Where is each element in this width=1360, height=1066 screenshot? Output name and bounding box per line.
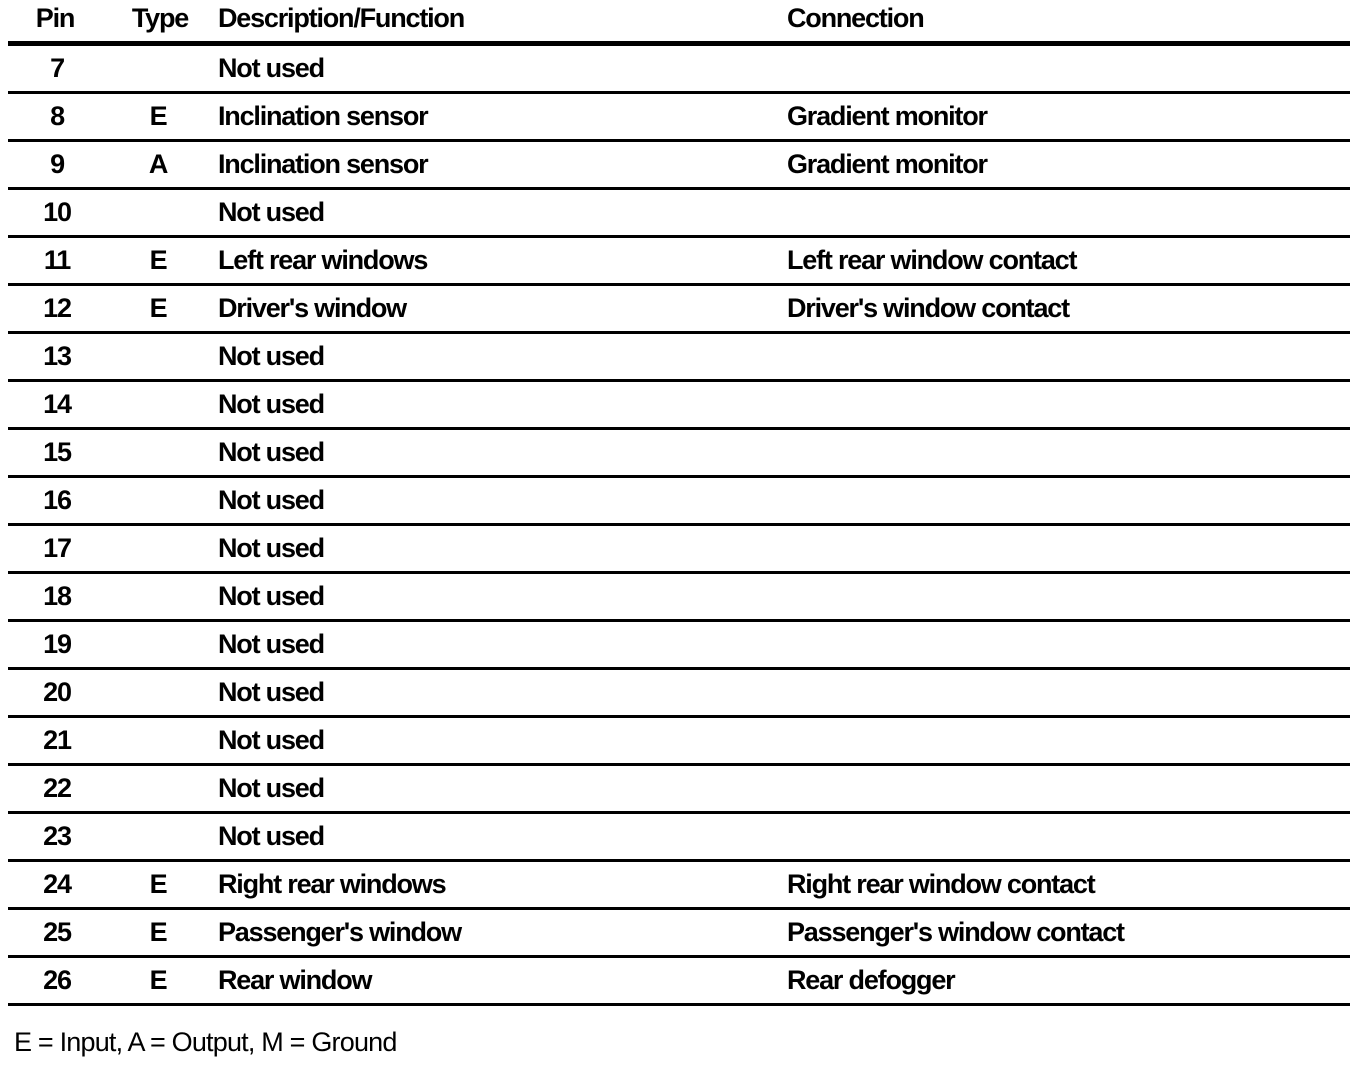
connection-cell	[787, 190, 1347, 235]
table-row	[8, 478, 1350, 526]
pin-cell: 8	[50, 101, 64, 131]
pin-cell: 7	[50, 53, 64, 83]
connection-cell	[787, 478, 1347, 523]
description-cell: Not used	[218, 629, 324, 659]
pin-cell: 15	[43, 437, 71, 467]
pin-cell: 12	[43, 293, 71, 323]
pin-cell: 26	[43, 965, 71, 995]
table-row	[8, 718, 1350, 766]
table-row	[8, 814, 1350, 862]
connection-cell: Left rear window contact	[787, 245, 1077, 275]
pin-cell: 16	[43, 485, 71, 515]
type-cell: E	[149, 965, 167, 995]
type-cell	[118, 382, 198, 427]
table-row	[8, 622, 1350, 670]
table-header	[8, 0, 1350, 46]
table-row	[8, 94, 1350, 142]
description-cell: Not used	[218, 341, 324, 371]
type-cell: E	[149, 917, 167, 947]
connection-cell: Passenger's window contact	[787, 917, 1124, 947]
description-cell: Right rear windows	[218, 869, 446, 899]
connection-cell	[787, 670, 1347, 715]
connection-cell	[787, 46, 1347, 91]
connection-cell	[787, 334, 1347, 379]
description-cell: Rear window	[218, 965, 372, 995]
description-cell: Not used	[218, 725, 324, 755]
description-cell: Inclination sensor	[218, 101, 428, 131]
table-row	[8, 286, 1350, 334]
pin-cell: 9	[50, 149, 64, 179]
table-row	[8, 526, 1350, 574]
type-cell	[118, 478, 198, 523]
pin-cell: 11	[43, 245, 71, 275]
connection-cell	[787, 382, 1347, 427]
type-cell	[118, 46, 198, 91]
type-cell	[118, 430, 198, 475]
pin-cell: 10	[43, 197, 71, 227]
type-cell	[118, 574, 198, 619]
type-cell	[118, 814, 198, 859]
description-cell: Not used	[218, 533, 324, 563]
pin-cell: 18	[43, 581, 71, 611]
connection-cell: Driver's window contact	[787, 293, 1069, 323]
type-cell	[118, 334, 198, 379]
description-cell: Not used	[218, 773, 324, 803]
pin-cell: 22	[43, 773, 71, 803]
legend-note: E = Input, A = Output, M = Ground	[14, 1027, 397, 1057]
description-cell: Not used	[218, 437, 324, 467]
connection-cell: Gradient monitor	[787, 101, 987, 131]
connection-cell	[787, 814, 1347, 859]
description-cell: Left rear windows	[218, 245, 428, 275]
pin-cell: 19	[43, 629, 71, 659]
connection-cell	[787, 718, 1347, 763]
type-cell	[118, 190, 198, 235]
table-row	[8, 766, 1350, 814]
table-row	[8, 190, 1350, 238]
table-row	[8, 574, 1350, 622]
connection-cell	[787, 622, 1347, 667]
connection-cell: Gradient monitor	[787, 149, 987, 179]
header-type: Type	[131, 3, 189, 33]
description-cell: Not used	[218, 53, 324, 83]
table-row	[8, 46, 1350, 94]
type-cell: E	[149, 245, 167, 275]
type-cell	[118, 766, 198, 811]
type-cell: E	[149, 101, 167, 131]
header-pin: Pin	[35, 3, 75, 33]
connection-cell	[787, 766, 1347, 811]
table-row	[8, 382, 1350, 430]
description-cell: Driver's window	[218, 293, 406, 323]
pin-cell: 17	[43, 533, 71, 563]
type-cell	[118, 670, 198, 715]
connection-cell	[787, 574, 1347, 619]
description-cell: Inclination sensor	[218, 149, 428, 179]
pin-cell: 24	[43, 869, 71, 899]
connection-cell	[787, 430, 1347, 475]
type-cell: E	[149, 869, 167, 899]
table-row	[8, 910, 1350, 958]
description-cell: Passenger's window	[218, 917, 461, 947]
header-description: Description/Function	[218, 3, 465, 33]
pin-cell: 21	[43, 725, 71, 755]
description-cell: Not used	[218, 821, 324, 851]
table-row	[8, 142, 1350, 190]
pin-cell: 14	[43, 389, 71, 419]
pin-assignment-table	[8, 0, 1350, 1006]
type-cell	[118, 718, 198, 763]
table-row	[8, 430, 1350, 478]
table-row	[8, 958, 1350, 1006]
description-cell: Not used	[218, 389, 324, 419]
description-cell: Not used	[218, 485, 324, 515]
table-row	[8, 238, 1350, 286]
description-cell: Not used	[218, 581, 324, 611]
connection-cell	[787, 526, 1347, 571]
table-row	[8, 862, 1350, 910]
description-cell: Not used	[218, 197, 324, 227]
type-cell	[118, 526, 198, 571]
pin-cell: 20	[43, 677, 71, 707]
connection-cell: Right rear window contact	[787, 869, 1095, 899]
table-row	[8, 670, 1350, 718]
pin-cell: 23	[43, 821, 71, 851]
type-cell	[118, 622, 198, 667]
pin-cell: 25	[43, 917, 71, 947]
connection-cell: Rear defogger	[787, 965, 955, 995]
description-cell: Not used	[218, 677, 324, 707]
header-connection: Connection	[787, 3, 924, 33]
type-cell: A	[148, 149, 168, 179]
pin-cell: 13	[43, 341, 71, 371]
type-cell: E	[149, 293, 167, 323]
table-row	[8, 334, 1350, 382]
